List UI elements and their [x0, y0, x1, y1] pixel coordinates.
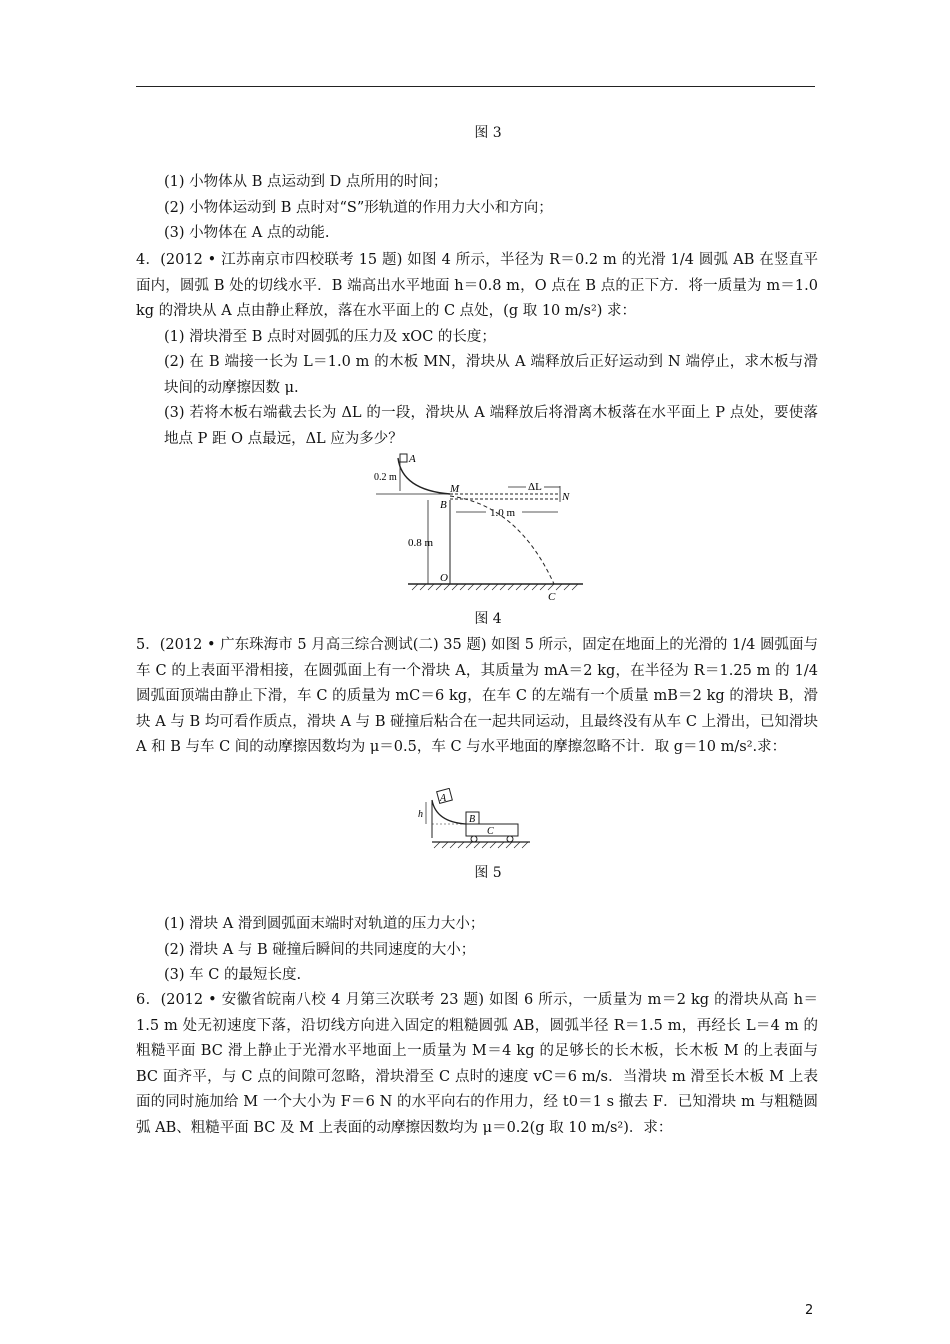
q3-part-3: (3) 小物体在 A 点的动能.	[164, 225, 330, 241]
q3-part-2: (2) 小物体运动到 B 点时对“S”形轨道的作用力大小和方向；	[164, 199, 553, 216]
question-5-parts	[136, 912, 818, 989]
label-n: N	[562, 491, 570, 503]
ground-hatch	[412, 584, 578, 590]
figure-4-caption: 图 4	[474, 611, 502, 627]
page-number: 2	[805, 1303, 814, 1318]
q4-part-1: (1) 滑块滑至 B 点时对圆弧的压力及 xOC 的长度；	[164, 328, 496, 345]
label-radius: 0.2 m	[374, 472, 397, 483]
q4-part-2: (2) 在 B 端接一长为 L＝1.0 m 的木板 MN，滑块从 A 端释放后正好运动到 N 端停止，求木板与滑块间的动摩擦因数 μ.	[164, 354, 818, 396]
figure-5-diagram	[414, 788, 534, 853]
label-a: A	[440, 793, 447, 804]
q5-part-3: (3) 车 C 的最短长度.	[164, 967, 302, 983]
wheel-left	[471, 836, 477, 842]
question-4	[136, 248, 818, 452]
q4-part-3: (3) 若将木板右端截去长为 ΔL 的一段，滑块从 A 端释放后将滑离木板落在水平面上 P 点处，要使落地点 P 距 O 点最远，ΔL 应为多少？	[164, 405, 818, 447]
label-o: O	[440, 572, 448, 584]
label-delta-l: ΔL	[528, 481, 542, 493]
label-b: B	[440, 499, 447, 511]
label-a: A	[409, 453, 416, 465]
label-m: M	[450, 483, 460, 495]
q3-part-1: (1) 小物体从 B 点运动到 D 点所用的时间；	[164, 174, 448, 190]
arc-ab	[398, 458, 450, 494]
figure-5-caption: 图 5	[474, 865, 502, 881]
arc-surface	[432, 800, 466, 824]
figure-3-caption: 图 3	[474, 125, 502, 141]
q5-part-2: (2) 滑块 A 与 B 碰撞后瞬间的共同速度的大小；	[164, 941, 476, 958]
wheel-right	[507, 836, 513, 842]
label-length: 1.0 m	[490, 507, 516, 519]
question-5-stem: 5．(2012 • 广东珠海市 5 月高三综合测试(二) 35 题) 如图 5 所示，固定在地面上的光滑的 1/4 圆弧面与车 C 的上表面平滑相接，在圆弧面上有一个滑块 A，其质量为 mA＝2 kg，在半径为 R＝1.25 m 的 1/4 圆弧面顶端由静止下滑，车 C 的质量为 mC＝6 kg，在车 C 的左端有一个质量 mB＝2 kg 的滑块 B，滑块 A 与 B 均可看作质点，滑块 A 与 B 碰撞后粘合在一起共同运动，且最终没有从车 C 上滑出，已知滑块 A 和 B 与车 C 间的动摩擦因数均为 μ＝0.5，车 C 与水平地面的摩擦忽略不计．取 g＝10 m/s².求：	[136, 637, 818, 755]
label-height: 0.8 m	[408, 537, 434, 549]
label-b: B	[469, 814, 476, 825]
q5-part-1: (1) 滑块 A 滑到圆弧面末端时对轨道的压力大小；	[164, 916, 485, 932]
label-c: C	[548, 591, 556, 603]
header-rule	[136, 86, 815, 87]
label-c: C	[487, 826, 494, 837]
block-a	[400, 454, 407, 462]
ground-hatch	[434, 842, 528, 848]
question-3-parts	[136, 170, 818, 247]
question-6-stem: 6．(2012 • 安徽省皖南八校 4 月第三次联考 23 题) 如图 6 所示，一质量为 m＝2 kg 的滑块从高 h＝1.5 m 处无初速度下落，沿切线方向进入固定的粗糙圆弧 AB，圆弧半径 R＝1.5 m，再经长 L＝4 m 的粗糙平面 BC 滑上静止于光滑水平地面上一质量为 M＝4 kg 的足够长的长木板，长木板 M 的上表面与 BC 面齐平，与 C 点的间隙可忽略，滑块滑至 C 点时的速度 vC＝6 m/s．当滑块 m 滑至长木板 M 上表面的同时施加给 M 一个大小为 F＝6 N 的水平向右的作用力，经 t0＝1 s 撤去 F．已知滑块 m 与粗糙圆弧 AB、粗糙平面 BC 及 M 上表面的动摩擦因数均为 μ＝0.2(g 取 10 m/s²)．求：	[136, 992, 818, 1136]
label-h: h	[418, 809, 423, 820]
figure-4-diagram	[368, 450, 588, 605]
q4-stem: 4．(2012 • 江苏南京市四校联考 15 题) 如图 4 所示，半径为 R＝0.2 m 的光滑 1/4 圆弧 AB 在竖直平面内，圆弧 B 处的切线水平．B 端高出水平地面 h＝0.8 m，O 点在 B 点的正下方．将一质量为 m＝1.0 kg 的滑块从 A 点由静止释放，落在水平面上的 C 点处，(g 取 10 m/s²) 求：	[136, 252, 818, 319]
